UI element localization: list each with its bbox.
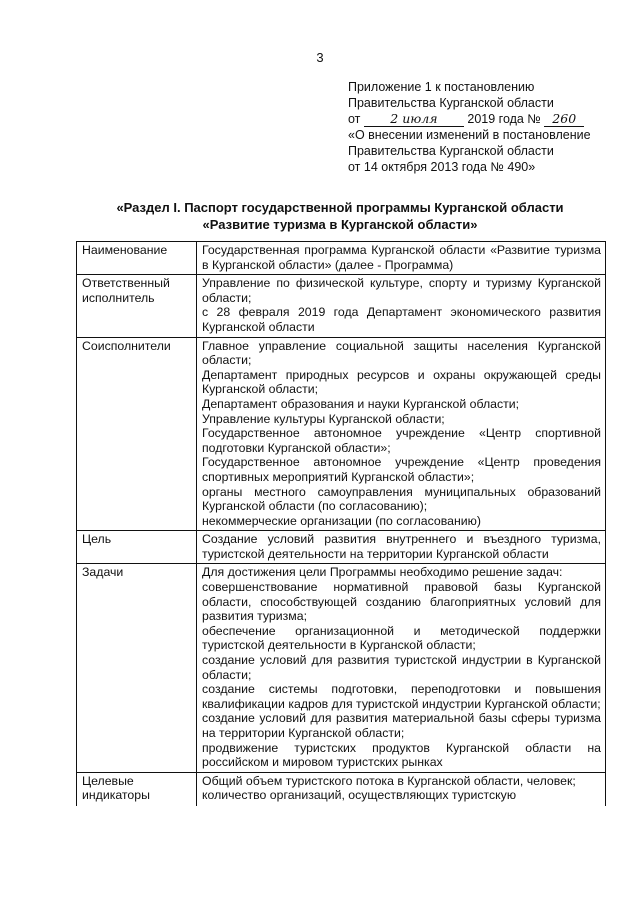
row-content-item: Главное управление социальной защиты населения Курганской области; (202, 338, 601, 368)
table-row (77, 242, 606, 275)
row-content (197, 772, 606, 806)
row-content-item: создание условий для развития туристской индустрии в Курганской области; (202, 653, 601, 682)
row-content (197, 337, 606, 531)
row-content-item: Управление культуры Курганской области; (202, 411, 445, 426)
row-label: Задачи (77, 564, 197, 772)
table-row (77, 337, 606, 531)
row-content-item: Для достижения цели Программы необходимо решение задач: (202, 565, 563, 580)
table-row (77, 772, 606, 806)
row-content (197, 531, 606, 564)
row-content-item: создание системы подготовки, переподготовки и повышения квалификации кадров для туристской индустрии Курганской области; (202, 682, 601, 711)
row-content-item: обеспечение организационной и методической поддержки туристской деятельности в Курганской области; (202, 623, 601, 653)
row-content-item: Государственная программа Курганской области «Развитие туризма в Курганской области» (далее - Программа) (202, 243, 601, 272)
row-content-item: Департамент природных ресурсов и охраны окружающей среды Курганской области; (202, 367, 601, 397)
row-content-item: Управление по физической культуре, спорту и туризму Курганской области; (202, 276, 601, 305)
table-row (77, 531, 606, 564)
row-content-item: Департамент образования и науки Курганской области; (202, 396, 520, 411)
appendix-line-1: Приложение 1 к постановлению (348, 80, 535, 94)
appendix-line-2: Правительства Курганской области (348, 96, 554, 110)
row-content (197, 275, 606, 337)
table-row (77, 275, 606, 337)
row-label: Цель (77, 531, 197, 564)
row-label: Целевые индикаторы (77, 772, 197, 806)
row-label: Ответственный исполнитель (77, 275, 197, 337)
section-title-line-1: «Раздел I. Паспорт государственной программы Курганской области (116, 200, 564, 215)
appendix-year-text: 2019 года № (467, 112, 541, 126)
passport-table (76, 241, 606, 806)
section-title-line-2: «Развитие туризма в Курганской области» (202, 217, 478, 232)
appendix-date-line (348, 111, 628, 127)
row-content-item: Государственное автономное учреждение «Центр проведения спортивных мероприятий Курганской области»; (202, 455, 601, 484)
table-row (77, 564, 606, 772)
row-content-item: Государственное автономное учреждение «Центр спортивной подготовки Курганской области»; (202, 426, 601, 455)
row-content-item: продвижение туристских продуктов Курганской области на российском и мировом туристских рынках (202, 740, 601, 770)
page-number: 3 (316, 50, 324, 65)
row-label: Соисполнители (77, 337, 197, 531)
row-content-item: Создание условий развития внутреннего и въездного туризма, туристской деятельности на территории Курганской области (202, 532, 601, 561)
appendix-line-5: Правительства Курганской области (348, 144, 554, 158)
row-label: Наименование (77, 242, 197, 275)
appendix-block (348, 79, 628, 175)
row-content-item: Общий объем туристского потока в Курганской области, человек; (202, 773, 576, 788)
row-content (197, 242, 606, 275)
row-content-item: органы местного самоуправления муниципальных образований Курганской области (по согласованию); (202, 484, 601, 514)
appendix-line-6: от 14 октября 2013 года № 490» (348, 160, 536, 174)
appendix-line-4: «О внесении изменений в постановление (348, 128, 591, 142)
row-content-item: создание условий для развития материальной базы сферы туризма на территории Курганской области; (202, 711, 601, 740)
row-content-item: количество организаций, осуществляющих туристскую (202, 788, 517, 803)
row-content (197, 564, 606, 772)
handwritten-number: 260 (544, 112, 584, 127)
handwritten-date: 2 июля (364, 112, 464, 127)
row-content-item: некоммерческие организации (по согласованию) (202, 513, 481, 528)
row-content-item: с 28 февраля 2019 года Департамент экономического развития Курганской области (202, 305, 601, 334)
section-title (60, 199, 620, 233)
row-content-item: совершенствование нормативной правовой базы Курганской области, способствующей созданию благоприятных условий для развития туризма; (202, 580, 601, 624)
appendix-from-prefix: от (348, 112, 361, 126)
